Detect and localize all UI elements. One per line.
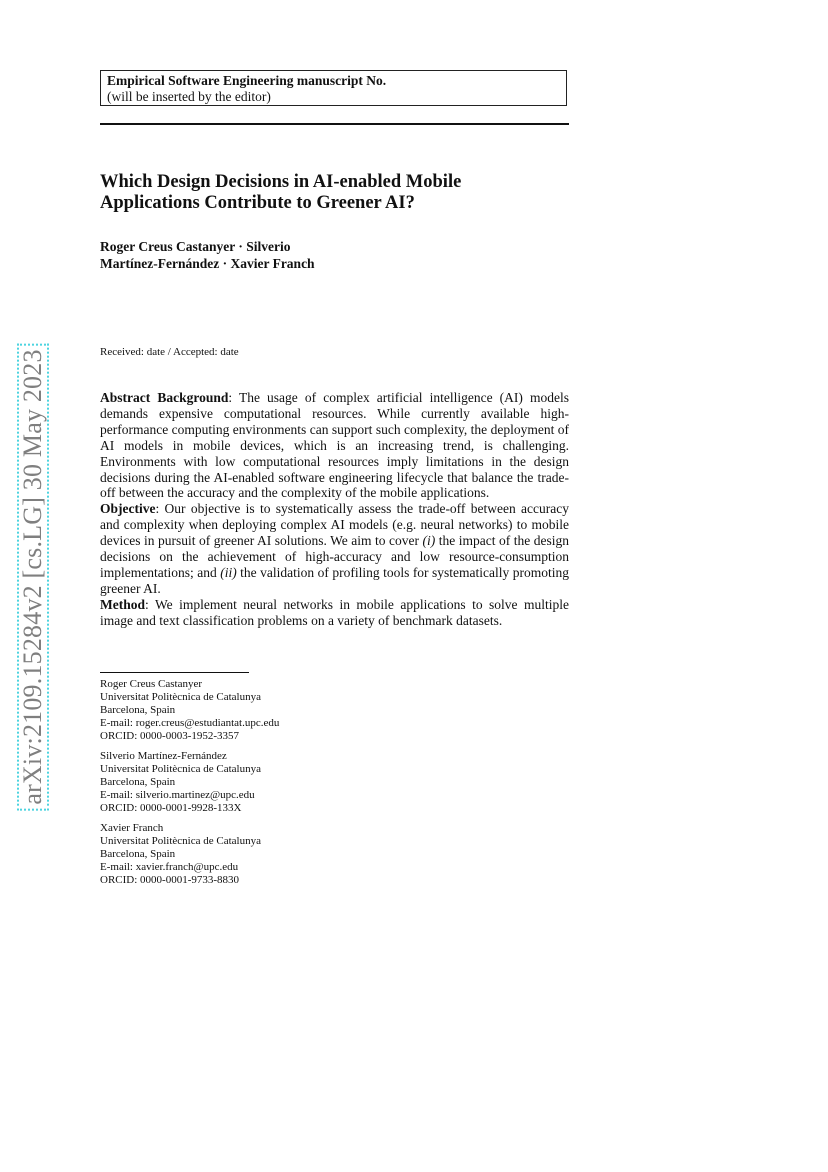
method-label: Method	[100, 596, 145, 612]
abstract-objective	[100, 501, 569, 596]
affiliation-name: Xavier Franch	[100, 822, 164, 834]
header-rule	[100, 123, 569, 125]
method-text: : We implement neural networks in mobile applications to solve multiple image and text classification problems on a variety of benchmark datasets.	[100, 596, 569, 628]
affiliation-name: Roger Creus Castanyer	[100, 678, 203, 690]
affiliation-institution: Universitat Politècnica de Catalunya	[100, 690, 261, 703]
paper-title	[100, 172, 570, 214]
author-list	[100, 238, 570, 272]
background-label: Abstract Background	[100, 390, 229, 405]
affiliation-orcid: ORCID: 0000-0001-9928-133X	[100, 801, 242, 814]
affiliation-city: Barcelona, Spain	[100, 847, 176, 860]
objective-text: : Our objective is to systematically assess the trade-off between accuracy and complexity when deploying complex AI models (e.g. neural networks) to mobile devices in pursuit of greener AI solutions. We aim to cover	[100, 501, 569, 549]
abstract-method	[100, 597, 569, 629]
title-line: Which Design Decisions in AI-enabled Mobile	[100, 172, 462, 192]
title-line: Applications Contribute to Greener AI?	[100, 193, 415, 213]
affiliation-orcid: ORCID: 0000-0001-9733-8830	[100, 873, 240, 886]
objective-label: Objective	[100, 501, 156, 517]
received-date: Received: date / Accepted: date	[100, 346, 239, 358]
abstract	[100, 390, 569, 629]
affiliation-block	[100, 750, 261, 815]
affiliation-block	[100, 678, 279, 743]
journal-header-box	[100, 70, 567, 106]
affiliation-block	[100, 822, 261, 887]
affiliation-email: E-mail: roger.creus@estudiantat.upc.edu	[100, 716, 280, 729]
abstract-background	[100, 390, 569, 501]
footnote-rule	[100, 672, 249, 673]
objective-item-marker: (i)	[422, 533, 436, 549]
objective-text: the validation of profiling tools for systematically promoting greener AI.	[100, 564, 569, 596]
affiliation-email: E-mail: xavier.franch@upc.edu	[100, 860, 239, 873]
affiliation-name: Silverio Martínez-Fernández	[100, 750, 227, 762]
editor-note: (will be inserted by the editor)	[107, 89, 271, 104]
affiliation-institution: Universitat Politècnica de Catalunya	[100, 762, 261, 775]
journal-name: Empirical Software Engineering manuscript No.	[107, 73, 387, 88]
arxiv-identifier[interactable]: arXiv:2109.15284v2 [cs.LG] 30 May 2023	[17, 343, 49, 810]
affiliation-email: E-mail: silverio.martinez@upc.edu	[100, 788, 255, 801]
author-line: Roger Creus Castanyer · Silverio	[100, 239, 291, 254]
affiliation-institution: Universitat Politècnica de Catalunya	[100, 834, 261, 847]
arxiv-stamp	[18, 325, 47, 829]
background-text: : The usage of complex artificial intelligence (AI) models demands expensive computational resources. While currently available high-performance computing environments can support such complexity, the deployment of AI models in mobile devices, which is an increasing trend, is challenging. Environments with low computational resources imply limitations in the design decisions during the AI-enabled software engineering lifecycle that balance the trade-off between the accuracy and the complexity of the mobile applications.	[100, 390, 569, 501]
affiliation-city: Barcelona, Spain	[100, 775, 176, 788]
author-line: Martínez-Fernández · Xavier Franch	[100, 256, 315, 271]
objective-text: the impact of the design decisions on the achievement of high-accuracy and low resource-consumption implementations; and	[100, 533, 569, 580]
objective-item-marker: (ii)	[220, 564, 237, 580]
affiliation-orcid: ORCID: 0000-0003-1952-3357	[100, 729, 240, 742]
affiliation-city: Barcelona, Spain	[100, 703, 176, 716]
